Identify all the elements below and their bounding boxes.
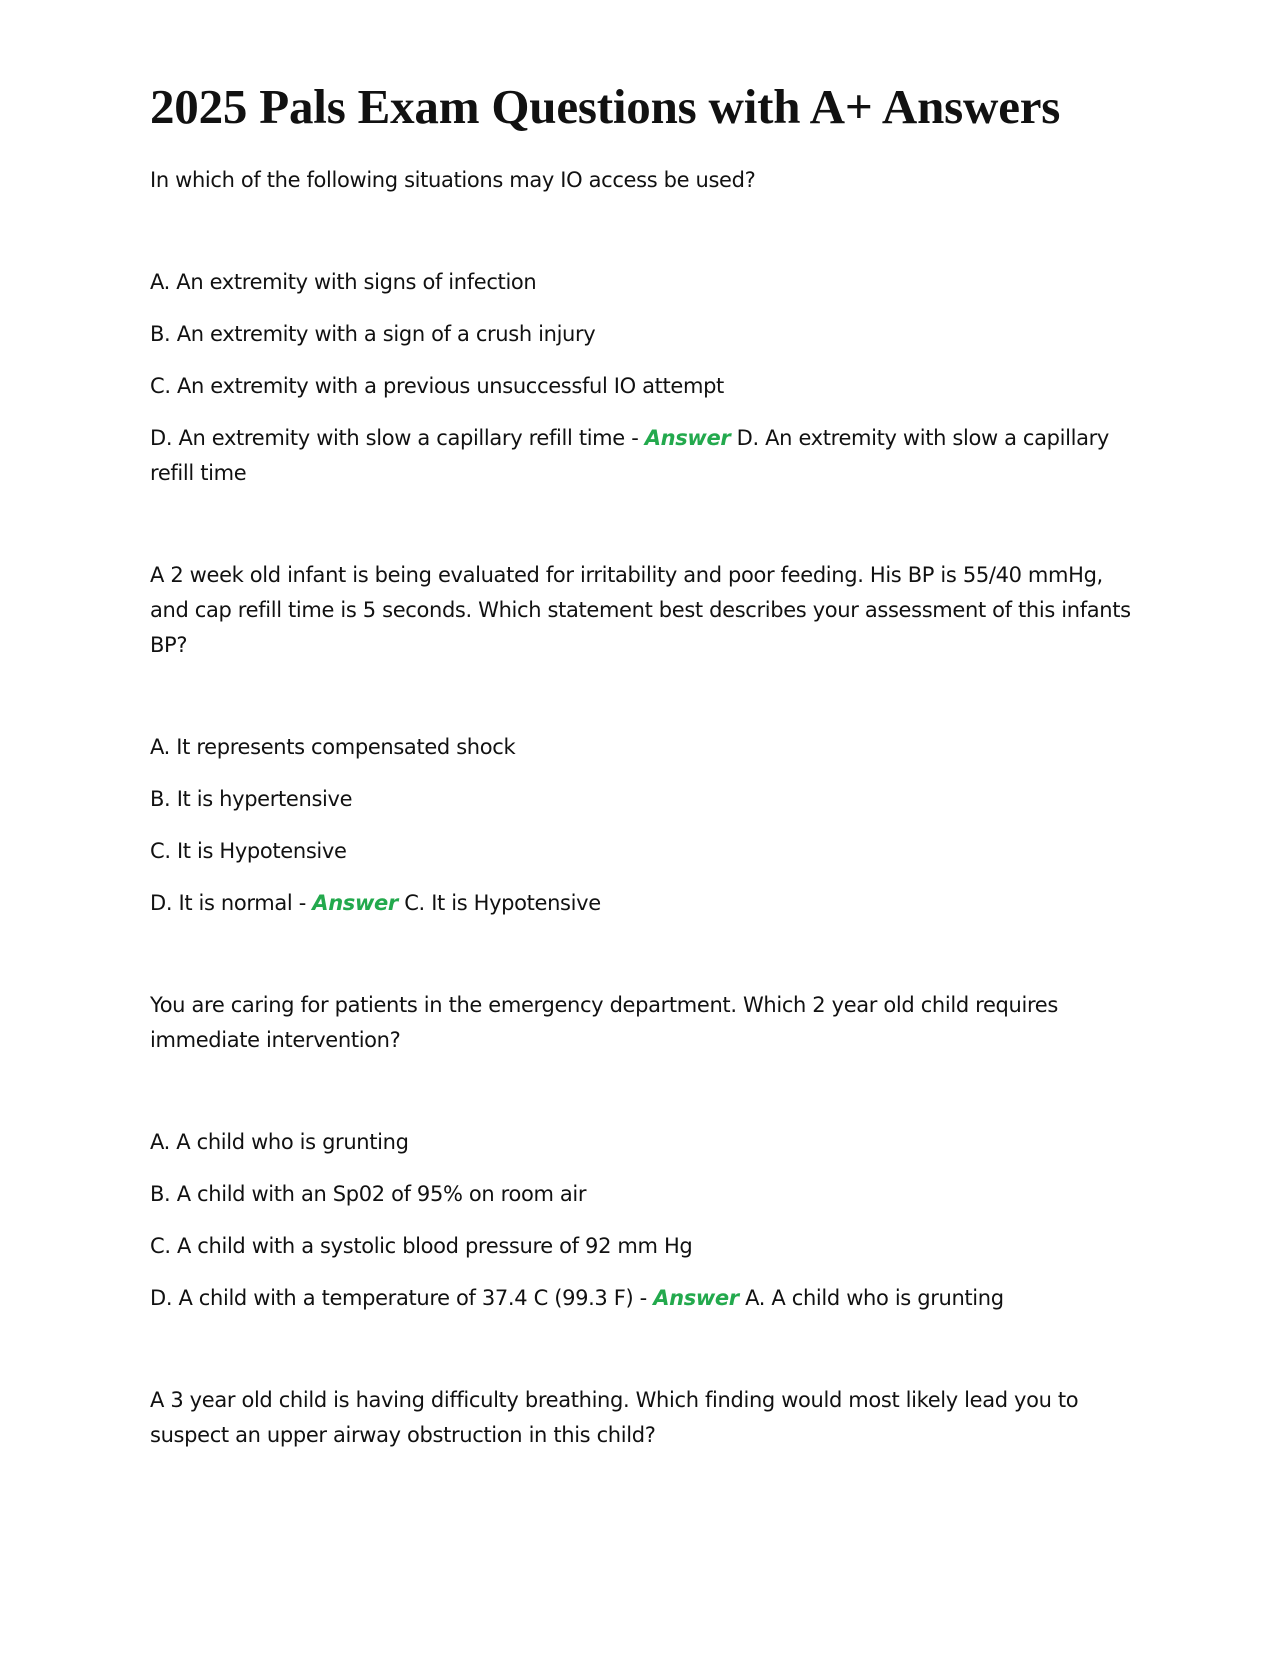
answer-label: Answer [312, 890, 398, 915]
question-text: A 2 week old infant is being evaluated for irritability and poor feeding. His BP is 55/40 mmHg, and cap refill time is 5 seconds. Which statement best describes your assessment of this infants BP? [150, 562, 1131, 657]
question-text: A 3 year old child is having difficulty breathing. Which finding would most likely lead you to suspect an upper airway obstruction in this child? [150, 1387, 1079, 1447]
answer-label: Answer [644, 425, 731, 450]
option-item-with-answer [150, 1281, 1140, 1316]
option-item-with-answer [150, 421, 1140, 491]
option-item: C. A child with a systolic blood pressure of 92 mm Hg [150, 1233, 693, 1258]
question-block [150, 163, 1140, 491]
option-item: A. A child who is grunting [150, 1129, 409, 1154]
answer-text: D. An extremity with slow a capillary refill time [150, 425, 1109, 485]
option-item: B. A child with an Sp02 of 95% on room air [150, 1181, 587, 1206]
option-item: B. An extremity with a sign of a crush injury [150, 321, 596, 346]
option-text: D. A child with a temperature of 37.4 C (99.3 F) - [150, 1285, 654, 1310]
option-item: C. It is Hypotensive [150, 838, 347, 863]
option-list [150, 265, 1140, 491]
question-block [150, 988, 1140, 1316]
option-item: B. It is hypertensive [150, 786, 353, 811]
question-text: You are caring for patients in the emergency department. Which 2 year old child requires immediate intervention? [150, 992, 1058, 1052]
option-text: D. It is normal - [150, 890, 313, 915]
question-block [150, 558, 1140, 921]
document-page [150, 60, 1140, 1474]
question-block [150, 1383, 1140, 1453]
option-item: A. An extremity with signs of infection [150, 269, 537, 294]
answer-text: A. A child who is grunting [738, 1285, 1004, 1310]
option-item: A. It represents compensated shock [150, 734, 516, 759]
option-item: C. An extremity with a previous unsuccessful IO attempt [150, 373, 724, 398]
option-item-with-answer [150, 886, 1140, 921]
option-text: D. An extremity with slow a capillary refill time - [150, 425, 645, 450]
question-text: In which of the following situations may IO access be used? [150, 167, 756, 192]
option-list [150, 730, 1140, 921]
document-title: 2025 Pals Exam Questions with A+ Answers [150, 79, 1061, 134]
option-list [150, 1125, 1140, 1316]
answer-text: C. It is Hypotensive [397, 890, 601, 915]
answer-label: Answer [653, 1285, 739, 1310]
